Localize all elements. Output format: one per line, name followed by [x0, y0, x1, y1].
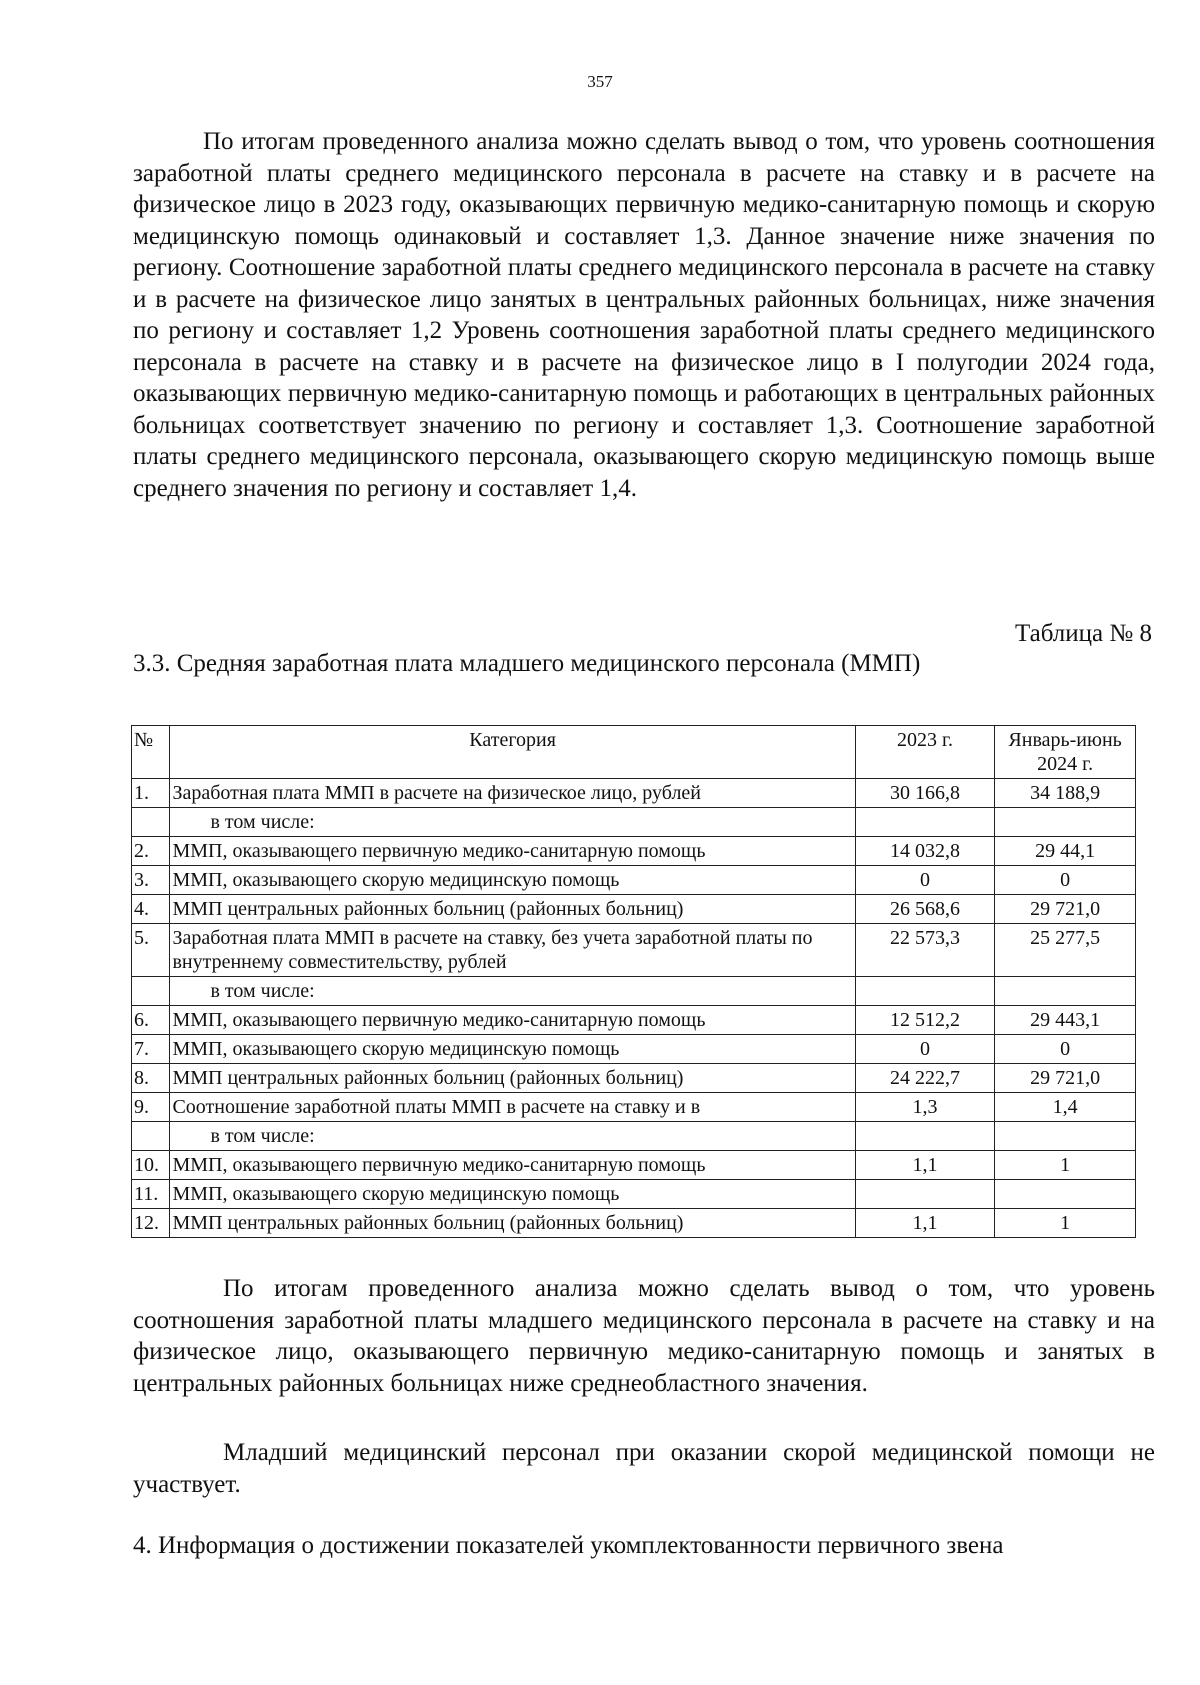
row-category: ММП, оказывающего первичную медико-санитарную помощь: [170, 837, 855, 866]
row-value-2023: 1,1: [855, 1151, 994, 1180]
row-value-2024: 34 188,9: [995, 779, 1136, 808]
row-value-2023: 12 512,2: [855, 1006, 994, 1035]
row-category: ММП, оказывающего первичную медико-санитарную помощь: [170, 1151, 855, 1180]
page-number: 357: [587, 72, 613, 91]
row-number: 12.: [132, 1209, 170, 1238]
row-value-2023: 1,1: [855, 1209, 994, 1238]
row-number: 1.: [132, 779, 170, 808]
table-number-label: Таблица № 8: [1014, 620, 1152, 647]
header-2023: 2023 г.: [855, 726, 994, 779]
row-category: в том числе:: [170, 808, 855, 837]
row-value-2024: 25 277,5: [995, 924, 1136, 977]
row-number: 2.: [132, 837, 170, 866]
row-value-2024: [995, 1180, 1136, 1209]
row-category: ММП, оказывающего первичную медико-санитарную помощь: [170, 1006, 855, 1035]
row-category: ММП центральных районных больниц (районных больниц): [170, 895, 855, 924]
table-row: [132, 924, 1136, 977]
row-number: [132, 808, 170, 837]
row-category: ММП центральных районных больниц (районных больниц): [170, 1209, 855, 1238]
row-number: 5.: [132, 924, 170, 977]
row-category: ММП, оказывающего скорую медицинскую помощь: [170, 866, 855, 895]
table-row: [132, 895, 1136, 924]
row-value-2024: [995, 977, 1136, 1006]
row-value-2023: 1,3: [855, 1093, 994, 1122]
row-category: ММП, оказывающего скорую медицинскую помощь: [170, 1035, 855, 1064]
table-title: 3.3. Средняя заработная плата младшего медицинского персонала (ММП): [133, 650, 921, 677]
row-category: в том числе:: [170, 977, 855, 1006]
row-value-2024: 29 443,1: [995, 1006, 1136, 1035]
row-category: ММП, оказывающего скорую медицинскую помощь: [170, 1180, 855, 1209]
row-number: 10.: [132, 1151, 170, 1180]
header-2024-line1: Январь-июнь: [1008, 729, 1122, 751]
row-value-2024: 1,4: [995, 1093, 1136, 1122]
row-category: Соотношение заработной платы ММП в расчете на ставку и в: [170, 1093, 855, 1122]
row-value-2024: [995, 1122, 1136, 1151]
header-category: Категория: [170, 726, 855, 779]
row-number: 3.: [132, 866, 170, 895]
row-number: [132, 977, 170, 1006]
row-value-2024: 0: [995, 1035, 1136, 1064]
row-value-2024: 0: [995, 866, 1136, 895]
row-value-2024: 29 721,0: [995, 1064, 1136, 1093]
paragraph-analysis-middle-staff: По итогам проведенного анализа можно сделать вывод о том, что уровень соотношения заработной платы среднего медицинского персонала в расчете на ставку и в расчете на физическое лицо в 2023 году, оказывающих первичную медико-санитарную помощь и скорую медицинскую помощь одинаковый и составляет 1,3. Данное значение ниже значения по региону. Соотношение заработной платы среднего медицинского персонала в расчете на ставку и в расчете на физическое лицо занятых в центральных районных больницах, ниже значения по региону и составляет 1,2 Уровень соотношения заработной платы среднего медицинского персонала в расчете на ставку и в расчете на физическое лицо в I полугодии 2024 года, оказывающих первичную медико-санитарную помощь и работающих в центральных районных больницах соответствует значению по региону и составляет 1,3. Соотношение заработной платы среднего медицинского персонала, оказывающего скорую медицинскую помощь выше среднего значения по региону и составляет 1,4.: [133, 128, 1155, 502]
row-value-2024: [995, 808, 1136, 837]
table-row: [132, 1209, 1136, 1238]
row-number: 4.: [132, 895, 170, 924]
header-number: №: [132, 726, 170, 779]
table-row: [132, 1006, 1136, 1035]
table-row: [132, 866, 1136, 895]
row-value-2023: 26 568,6: [855, 895, 994, 924]
row-number: 11.: [132, 1180, 170, 1209]
row-value-2023: [855, 808, 994, 837]
table-row: [132, 1180, 1136, 1209]
table-row: [132, 1122, 1136, 1151]
row-category: ММП центральных районных больниц (районных больниц): [170, 1064, 855, 1093]
row-number: 8.: [132, 1064, 170, 1093]
row-category: в том числе:: [170, 1122, 855, 1151]
row-value-2024: 1: [995, 1151, 1136, 1180]
table-row: [132, 1035, 1136, 1064]
row-category: Заработная плата ММП в расчете на ставку, без учета заработной платы по внутреннему совместительству, рублей: [170, 924, 855, 977]
row-value-2024: 29 721,0: [995, 895, 1136, 924]
header-2024: [995, 726, 1136, 779]
row-value-2023: 24 222,7: [855, 1064, 994, 1093]
row-value-2023: [855, 1180, 994, 1209]
table-row: [132, 808, 1136, 837]
row-value-2023: 14 032,8: [855, 837, 994, 866]
row-value-2023: 0: [855, 1035, 994, 1064]
table-row: [132, 1064, 1136, 1093]
paragraph-analysis-junior-staff: По итогам проведенного анализа можно сделать вывод о том, что уровень соотношения заработной платы младшего медицинского персонала в расчете на ставку и на физическое лицо, оказывающего первичную медико-санитарную помощь и занятых в центральных районных больницах ниже среднеобластного значения.: [133, 1275, 1155, 1397]
row-category: Заработная плата ММП в расчете на физическое лицо, рублей: [170, 779, 855, 808]
table-row: [132, 779, 1136, 808]
header-2024-line2: 2024 г.: [1037, 753, 1094, 775]
row-number: 6.: [132, 1006, 170, 1035]
row-value-2023: [855, 977, 994, 1006]
row-number: 9.: [132, 1093, 170, 1122]
row-number: [132, 1122, 170, 1151]
row-number: 7.: [132, 1035, 170, 1064]
row-value-2023: 30 166,8: [855, 779, 994, 808]
table-row: [132, 1093, 1136, 1122]
row-value-2024: 29 44,1: [995, 837, 1136, 866]
table-row: [132, 977, 1136, 1006]
salary-table: [131, 725, 1136, 1238]
table-row: [132, 1151, 1136, 1180]
row-value-2024: 1: [995, 1209, 1136, 1238]
row-value-2023: 0: [855, 866, 994, 895]
paragraph-emergency-note: Младший медицинский персонал при оказании скорой медицинской помощи не участвует.: [133, 1439, 1155, 1498]
row-value-2023: 22 573,3: [855, 924, 994, 977]
table-header-row: [132, 726, 1136, 779]
table-row: [132, 837, 1136, 866]
row-value-2023: [855, 1122, 994, 1151]
section-4-heading: 4. Информация о достижении показателей укомплектованности первичного звена: [133, 1532, 1004, 1559]
